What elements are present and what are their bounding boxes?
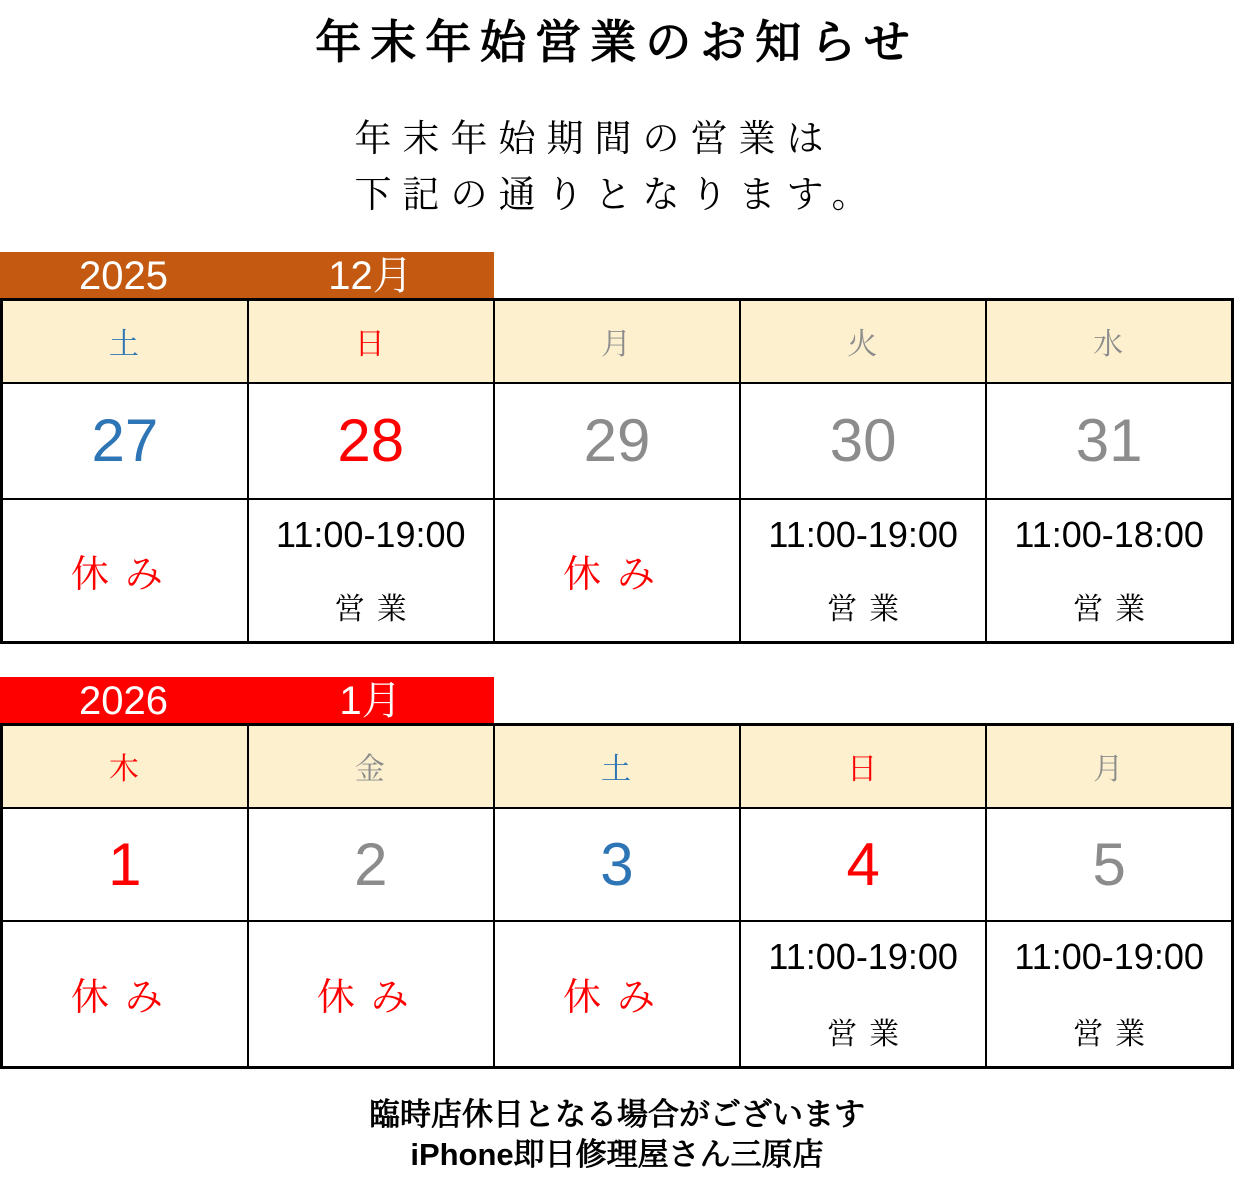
schedule-cell-closed [2,499,248,643]
schedule-cell-open [986,921,1232,1068]
weekday-row [2,300,1233,383]
schedule-cell-open [986,499,1232,643]
schedule-cell-closed [494,921,740,1068]
open-schedule [987,922,1231,1065]
footer-note: 臨時店休日となる場合がございます [369,1097,865,1132]
shop-name: iPhone即日修理屋さん三原店 [410,1137,824,1172]
weekday-row [2,725,1233,808]
weekday-cell: 木 [2,725,248,808]
date-cell: 4 [740,808,986,921]
date-row [2,808,1233,921]
calendar-january-2026 [0,677,1234,1069]
month-label: 12月 [328,254,413,298]
page-title: 年末年始営業のお知らせ [315,17,919,68]
date-cell: 28 [248,383,494,499]
december-table [0,298,1234,644]
open-label: 営業 [1073,593,1158,627]
weekday-cell: 日 [248,300,494,383]
weekday-cell: 金 [248,725,494,808]
month-label: 1月 [339,679,402,723]
calendar-december-2025 [0,252,1234,644]
january-table [0,723,1234,1069]
schedule-cell-open [740,499,986,643]
month-bar-december [0,252,494,298]
schedule-cell-closed [2,921,248,1068]
date-cell: 3 [494,808,740,921]
hours-label: 11:00-19:00 [768,936,958,978]
date-cell: 5 [986,808,1232,921]
hours-label: 11:00-18:00 [1014,514,1204,556]
schedule-row [2,921,1233,1068]
closed-label: 休み [562,553,671,596]
open-schedule [987,500,1231,640]
date-cell: 1 [2,808,248,921]
subtitle-line-2: 下記の通りとなります。 [354,175,880,216]
weekday-cell: 火 [740,300,986,383]
subtitle [354,112,879,224]
schedule-cell-closed [494,499,740,643]
schedule-row [2,499,1233,643]
date-cell: 27 [2,383,248,499]
schedule-cell-open [740,921,986,1068]
month-bar-january [0,677,494,723]
weekday-cell: 水 [986,300,1232,383]
date-cell: 2 [248,808,494,921]
open-label: 営業 [1073,1018,1158,1052]
hours-label: 11:00-19:00 [276,514,466,556]
weekday-cell: 土 [494,725,740,808]
date-cell: 29 [494,383,740,499]
open-schedule [741,922,985,1065]
closed-label: 休み [562,977,671,1020]
hours-label: 11:00-19:00 [1014,936,1204,978]
schedule-cell-open [248,499,494,643]
weekday-cell: 月 [986,725,1232,808]
closed-label: 休み [316,977,425,1020]
open-schedule [741,500,985,640]
weekday-cell: 土 [2,300,248,383]
closed-label: 休み [70,977,179,1020]
weekday-cell: 日 [740,725,986,808]
date-cell: 31 [986,383,1232,499]
closed-label: 休み [70,553,179,596]
open-label: 営業 [334,593,419,627]
footer [0,1095,1234,1175]
hours-label: 11:00-19:00 [768,514,958,556]
year-label: 2026 [79,679,168,723]
schedule-cell-closed [248,921,494,1068]
open-label: 営業 [827,1018,912,1052]
weekday-cell: 月 [494,300,740,383]
date-row [2,383,1233,499]
open-label: 営業 [827,593,912,627]
year-label: 2025 [79,254,168,298]
open-schedule [249,500,493,640]
date-cell: 30 [740,383,986,499]
subtitle-line-1: 年末年始期間の営業は [354,119,835,160]
